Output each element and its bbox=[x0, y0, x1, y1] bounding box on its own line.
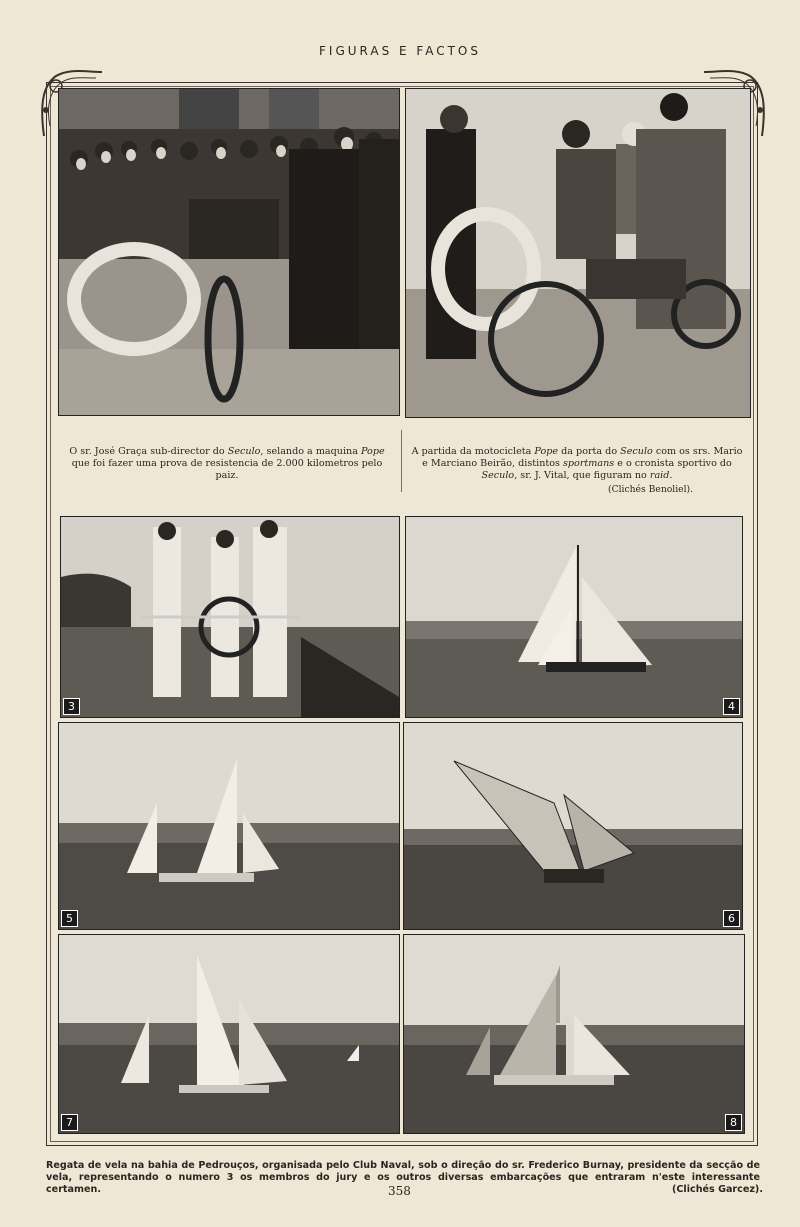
caption-right-em-4: Seculo bbox=[481, 470, 515, 481]
caption-left-em-2: Pope bbox=[360, 446, 385, 457]
photo-8-sailboats bbox=[403, 934, 745, 1134]
caption-left-text-1: O sr. José Graça sub-director do bbox=[69, 446, 228, 457]
caption-right-em-1: Pope bbox=[534, 446, 559, 457]
caption-left-text-2: , selando a maquina bbox=[260, 446, 361, 457]
caption-left-em-1: Seculo bbox=[227, 446, 261, 457]
photo-7-sailboats bbox=[58, 934, 400, 1134]
caption-right-text-6: . bbox=[669, 470, 673, 481]
caption-right-text-1: A partida da motocicleta bbox=[411, 446, 535, 457]
photo-number-6: 6 bbox=[723, 910, 740, 927]
photo-number-8: 8 bbox=[725, 1114, 742, 1131]
running-header: FIGURAS E FACTOS bbox=[319, 44, 481, 58]
photo-number-4: 4 bbox=[723, 698, 740, 715]
photo-number-7: 7 bbox=[61, 1114, 78, 1131]
caption-divider bbox=[401, 430, 402, 492]
photo-number-3: 3 bbox=[63, 698, 80, 715]
photo-5-sailboats bbox=[58, 722, 400, 930]
caption-left-text-3: que foi fazer uma prova de resistencia de 2.000 kilometros pelo paiz. bbox=[71, 458, 383, 481]
caption-right-text-4: e o cronista sportivo do bbox=[614, 458, 732, 469]
caption-left bbox=[68, 446, 386, 482]
page-number: 358 bbox=[388, 1184, 411, 1198]
photo-4-sailboat bbox=[405, 516, 743, 718]
caption-right-text-3: com os srs. Mario e Marciano Beirão, distintos bbox=[422, 446, 743, 469]
photo-number-5: 5 bbox=[61, 910, 78, 927]
caption-right-em-2: Seculo bbox=[620, 446, 653, 457]
photo-6-lateen-sail bbox=[403, 722, 743, 930]
caption-right-em-3: sportmans bbox=[562, 458, 615, 469]
photo-3-jury bbox=[60, 516, 400, 718]
caption-right-text-5: , sr. J. Vital, que figuram no bbox=[514, 470, 650, 481]
photo-motorcycle-sealing bbox=[58, 88, 400, 416]
credit-garcez: (Clichés Garcez). bbox=[672, 1184, 763, 1195]
caption-right-text-2: da porta do bbox=[558, 446, 621, 457]
bottom-caption: Regata de vela na bahia de Pedrouços, organisada pelo Club Naval, sob o direção do sr. Frederico Burnay, presidente da secção de vela, representando o numero 3 os membros do jury e os outros diversas embarcações que entraram n'este interessante certamen. bbox=[46, 1160, 760, 1195]
caption-right bbox=[410, 446, 744, 482]
caption-right-em-5: raid bbox=[649, 470, 670, 481]
credit-benoliel: (Clichés Benoliel). bbox=[608, 484, 694, 495]
photo-motorcycle-departure bbox=[405, 88, 751, 418]
